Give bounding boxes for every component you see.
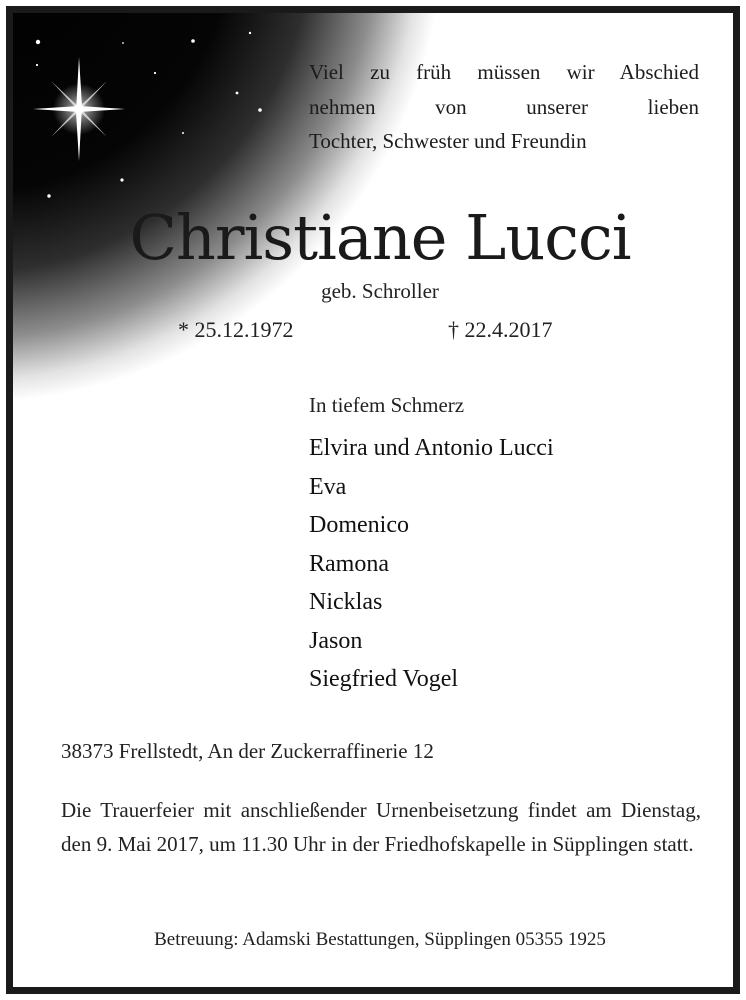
intro-line: nehmen von unserer lieben xyxy=(309,94,699,119)
funeral-notice-line: Friedhofskapelle in Süpplingen statt. xyxy=(384,832,694,856)
mourner-name: Elvira und Antonio Lucci xyxy=(309,435,554,461)
mourner-name: Domenico xyxy=(309,512,409,538)
birth-date: * 25.12.1972 xyxy=(178,317,294,342)
funeral-notice-line: Die Trauerfeier mit anschließender Urnenbeisetzung xyxy=(61,798,519,822)
funeral-notice-line: findet am Dienstag, den 9. Mai 2017, um 11.30 Uhr in der xyxy=(61,798,701,856)
mourner-name: Eva xyxy=(309,473,347,500)
intro-line: Viel zu früh müssen wir Abschied xyxy=(309,60,699,84)
death-date: † 22.4.2017 xyxy=(448,317,553,342)
mourners-list xyxy=(309,429,554,699)
maiden-name: geb. Schroller xyxy=(321,279,439,303)
mourner-name: Ramona xyxy=(309,550,389,577)
funeral-notice xyxy=(61,793,701,861)
intro-text xyxy=(309,55,699,159)
deceased-name: Christiane Lucci xyxy=(129,201,631,274)
mourner-name: Jason xyxy=(309,627,363,654)
obituary-notice xyxy=(6,6,740,994)
mourner-name: Siegfried Vogel xyxy=(309,666,459,692)
undertaker-info: Betreuung: Adamski Bestattungen, Süpplingen 05355 1925 xyxy=(154,929,606,950)
mourning-intro: In tiefem Schmerz xyxy=(309,393,465,417)
family-address: 38373 Frellstedt, An der Zuckerraffinerie 12 xyxy=(61,739,434,763)
mourner-name: Nicklas xyxy=(309,589,383,615)
intro-line: Tochter, Schwester und Freundin xyxy=(309,129,587,153)
